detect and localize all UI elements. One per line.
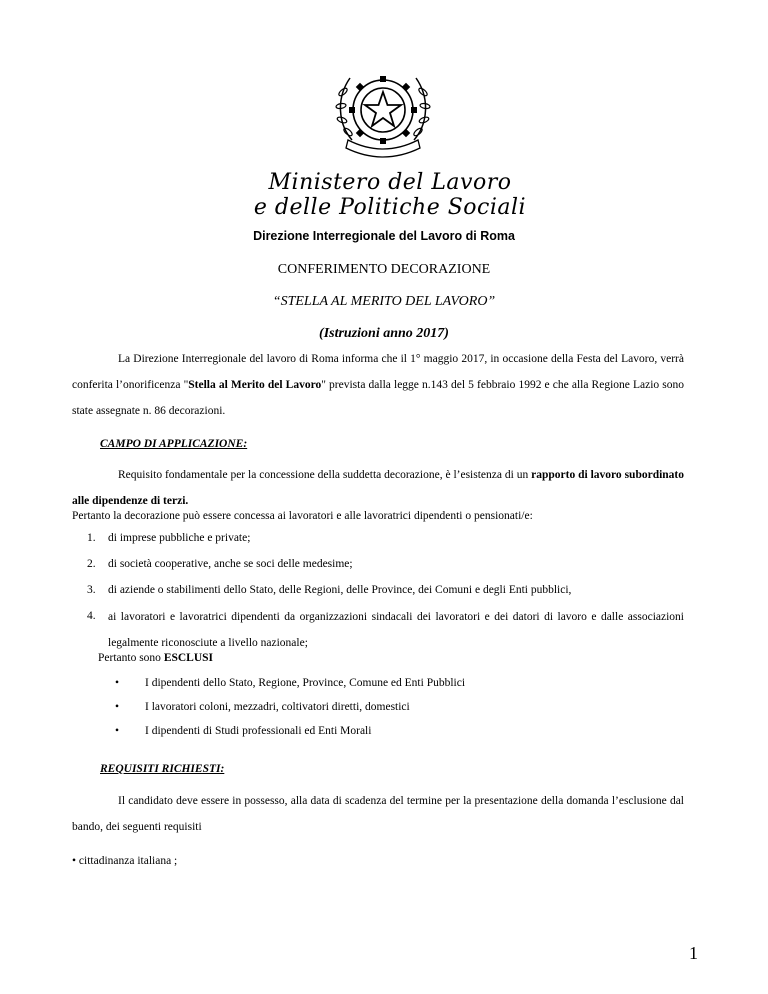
italian-republic-emblem	[330, 62, 436, 162]
list-text: di aziende o stabilimenti dello Stato, delle Regioni, delle Province, dei Comuni e degli Enti pubblici,	[108, 584, 572, 596]
esclusi-prefix: Pertanto sono	[98, 652, 164, 664]
cittadinanza-item: • cittadinanza italiana ;	[72, 855, 178, 867]
campo-text: Requisito fondamentale per la concessione della suddetta decorazione, è l’esistenza di un	[118, 469, 532, 481]
esclusi-line	[98, 652, 213, 664]
list-number: 1.	[87, 532, 96, 544]
esclusi-text: I dipendenti dello Stato, Regione, Province, Comune ed Enti Pubblici	[145, 677, 466, 689]
requisiti-heading: REQUISITI RICHIESTI:	[100, 763, 225, 775]
list-text: di società cooperative, anche se soci delle medesime;	[108, 558, 353, 570]
direzione-title: Direzione Interregionale del Lavoro di Roma	[253, 229, 515, 243]
campo-paragraph	[72, 462, 684, 514]
campo-heading: CAMPO DI APPLICAZIONE:	[100, 438, 248, 450]
page-number: 1	[689, 943, 698, 963]
bullet-icon: •	[115, 725, 120, 737]
title-istruzioni: (Istruzioni anno 2017)	[319, 326, 449, 341]
ministry-line-1: Ministero del Lavoro	[268, 170, 512, 195]
ministry-line-2: e delle Politiche Sociali	[253, 195, 527, 220]
title-stella: “STELLA AL MERITO DEL LAVORO”	[272, 294, 496, 309]
requisiti-paragraph	[72, 788, 684, 840]
ministry-logotype	[240, 170, 540, 220]
intro-bold: Stella al Merito del Lavoro	[188, 379, 322, 391]
intro-text-2: " prevista dalla legge n.143 del 5 febbraio 1992 e che alla Regione Lazio sono state assegnate n. 86 decorazioni.	[72, 379, 684, 417]
list-text: ai lavoratori e lavoratrici dipendenti da organizzazioni sindacali dei lavoratori e dei datori di lavoro e dalle associazioni legalmente riconosciute a livello nazionale;	[108, 611, 684, 649]
list-number: 4.	[87, 610, 96, 622]
campo-bold: rapporto di lavoro subordinato alle dipendenze di terzi.	[72, 469, 685, 507]
esclusi-text: I dipendenti di Studi professionali ed Enti Morali	[145, 725, 372, 737]
list-number: 3.	[87, 584, 96, 596]
list-text: di imprese pubbliche e private;	[108, 532, 251, 544]
list-number: 2.	[87, 558, 96, 570]
bullet-icon: •	[115, 701, 120, 713]
pertanto-line: Pertanto la decorazione può essere concessa ai lavoratori e alle lavoratrici dipendenti o pensionati/e:	[72, 510, 533, 522]
intro-paragraph	[72, 346, 684, 424]
esclusi-bold: ESCLUSI	[163, 652, 214, 664]
esclusi-text: I lavoratori coloni, mezzadri, coltivatori diretti, domestici	[145, 701, 410, 713]
intro-text-1: La Direzione Interregionale del lavoro di Roma informa che il 1° maggio 2017, in occasione della Festa del Lavoro, verrà conferita l’onorificenza "	[72, 353, 684, 391]
bullet-icon: •	[115, 677, 120, 689]
requisiti-text: Il candidato deve essere in possesso, alla data di scadenza del termine per la presentazione della domanda l’esclusione dal bando, dei seguenti requisiti	[72, 795, 684, 833]
title-conferimento: CONFERIMENTO DECORAZIONE	[277, 262, 491, 277]
